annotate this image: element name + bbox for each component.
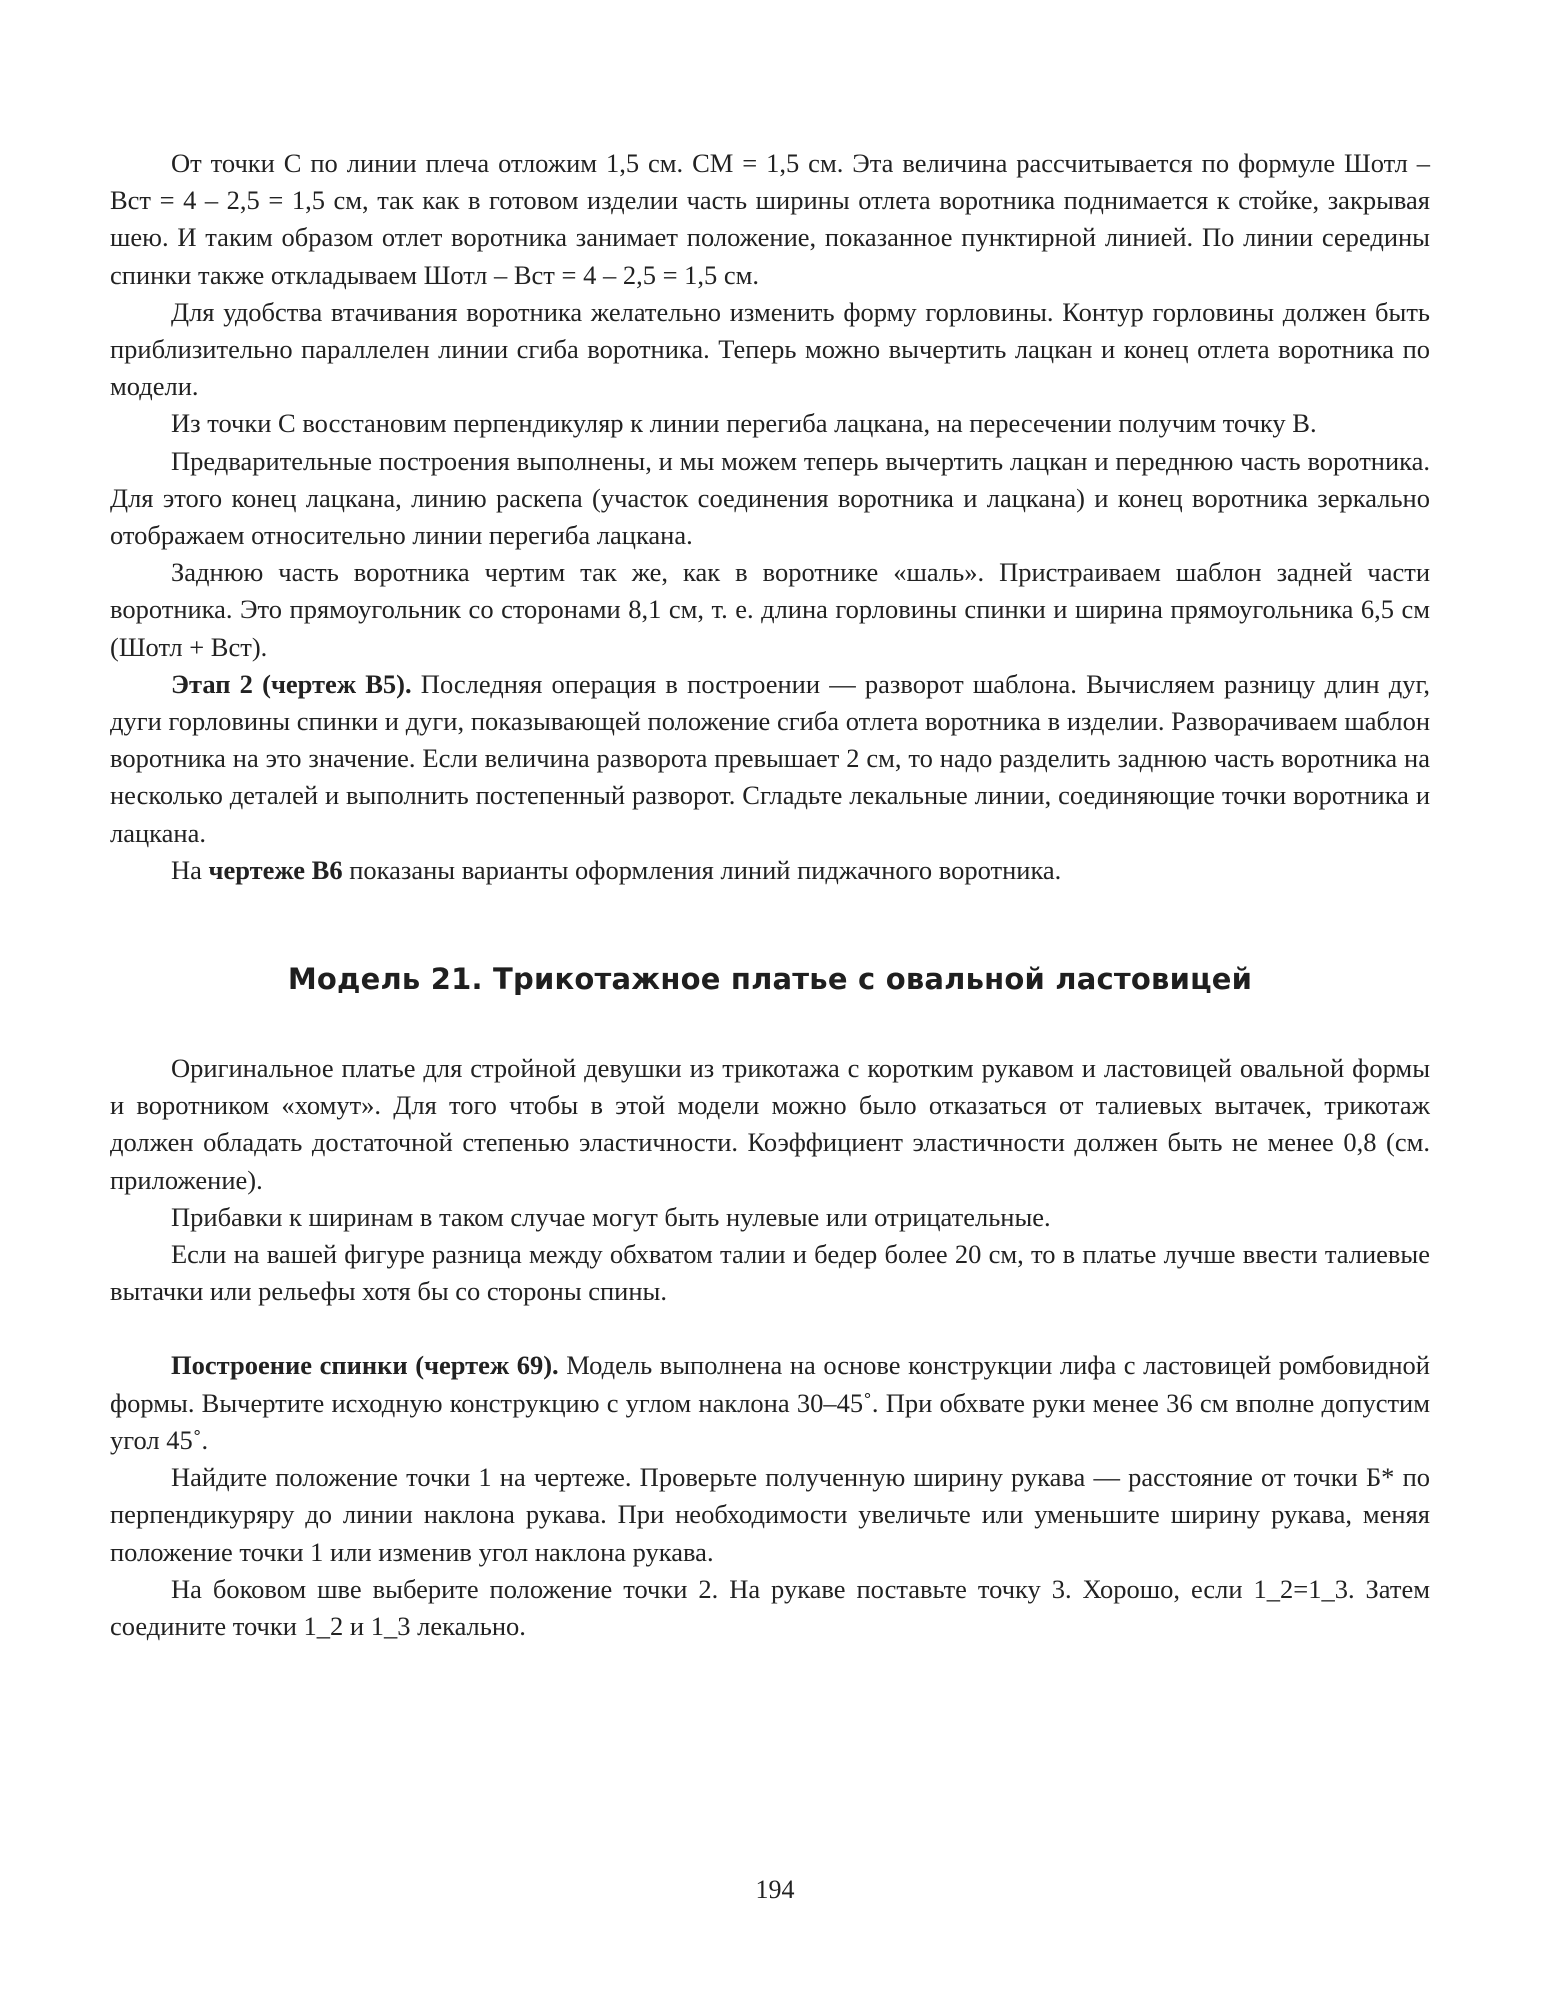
back-construction-paragraph (110, 1347, 1430, 1459)
stage-2-text: Последняя операция в построении — разворот шаблона. Вычисляем разницу длин дуг, дуги горловины спинки и дуги, показывающей положение сгиба отлета воротника в изделии. Разворачиваем шаблон воротника на это значение. Если величина разворота превышает 2 см, то надо разделить заднюю часть воротника на несколько деталей и выполнить постепенный разворот. Сгладьте лекальные линии, соединяющие точки воротника и лацкана. (110, 668, 1430, 848)
paragraph: На боковом шве выберите положение точки 2. На рукаве поставьте точку 3. Хорошо, если 1_2=1_3. Затем соедините точки 1_2 и 1_3 лекально. (110, 1573, 1430, 1641)
paragraph: Для удобства втачивания воротника желательно изменить форму горловины. Контур горловины должен быть приблизительно параллелен линии сгиба воротника. Теперь можно вычертить лацкан и конец отлета воротника по модели. (110, 296, 1430, 402)
paragraph: Если на вашей фигуре разница между обхватом талии и бедер более 20 см, то в платье лучше ввести талиевые вытачки или рельефы хотя бы со стороны спины. (110, 1239, 1430, 1307)
section-heading: Модель 21. Трикотажное платье с овальной ластовицей (287, 962, 1253, 997)
back-construction-label: Построение спинки (чертеж 69). (171, 1350, 559, 1381)
stage-2-paragraph (110, 666, 1430, 852)
drawing-b6-ref: чертеже В6 (208, 854, 343, 885)
paragraph: Предварительные построения выполнены, и мы можем теперь вычертить лацкан и переднюю часть воротника. Для этого конец лацкана, линию раскепа (участок соединения воротника и лацкана) и конец воротника зеркально отображаем относительно линии перегиба лацкана. (110, 445, 1430, 551)
page-number: 194 (755, 1875, 795, 1904)
paragraph: Из точки С восстановим перпендикуляр к линии перегиба лацкана, на пересечении получим точку В. (171, 408, 1317, 439)
paragraph: Заднюю часть воротника чертим так же, как в воротнике «шаль». Пристраиваем шаблон задней части воротника. Это прямоугольник со сторонами 8,1 см, т. е. длина горловины спинки и ширина прямоугольника 6,5 см (Шотл + Вст). (110, 557, 1430, 662)
back-construction-text: Модель выполнена на основе конструкции лифа с ластовицей ромбовидной формы. Вычертите исходную конструкцию с углом наклона 30–45˚. При обхвате руки менее 36 см вполне допустим угол 45˚. (110, 1350, 1430, 1455)
paragraph: Найдите положение точки 1 на чертеже. Проверьте полученную ширину рукава — расстояние от точки Б* по перпендикуряру до линии наклона рукава. При необходимости увеличьте или уменьшите ширину рукава, меняя положение точки 1 или изменив угол наклона рукава. (110, 1462, 1430, 1567)
paragraph: Прибавки к ширинам в таком случае могут быть нулевые или отрицательные. (171, 1201, 1051, 1232)
stage-2-label: Этап 2 (чертеж В5). (171, 668, 412, 699)
drawing-b6-after: показаны варианты оформления линий пиджачного воротника. (342, 854, 1062, 885)
drawing-b6-paragraph (110, 852, 1430, 889)
page-body (110, 145, 1430, 1645)
paragraph: Оригинальное платье для стройной девушки из трикотажа с коротким рукавом и ластовицей овальной формы и воротником «хомут». Для того чтобы в этой модели можно было отказаться от талиевых вытачек, трикотаж должен обладать достаточной степенью эластичности. Коэффициент эластичности должен быть не менее 0,8 (см. приложение). (110, 1053, 1430, 1195)
spacer (110, 1310, 1430, 1347)
paragraph: От точки С по линии плеча отложим 1,5 см. СМ = 1,5 см. Эта величина рассчитывается по формуле Шотл – Вст = 4 – 2,5 = 1,5 см, так как в готовом изделии часть ширины отлета воротника поднимается к стойке, закрывая шею. И таким образом отлет воротника занимает положение, показанное пунктирной линией. По линии середины спинки также откладываем Шотл – Вст = 4 – 2,5 = 1,5 см. (110, 148, 1430, 290)
drawing-b6-before: На (171, 854, 209, 885)
